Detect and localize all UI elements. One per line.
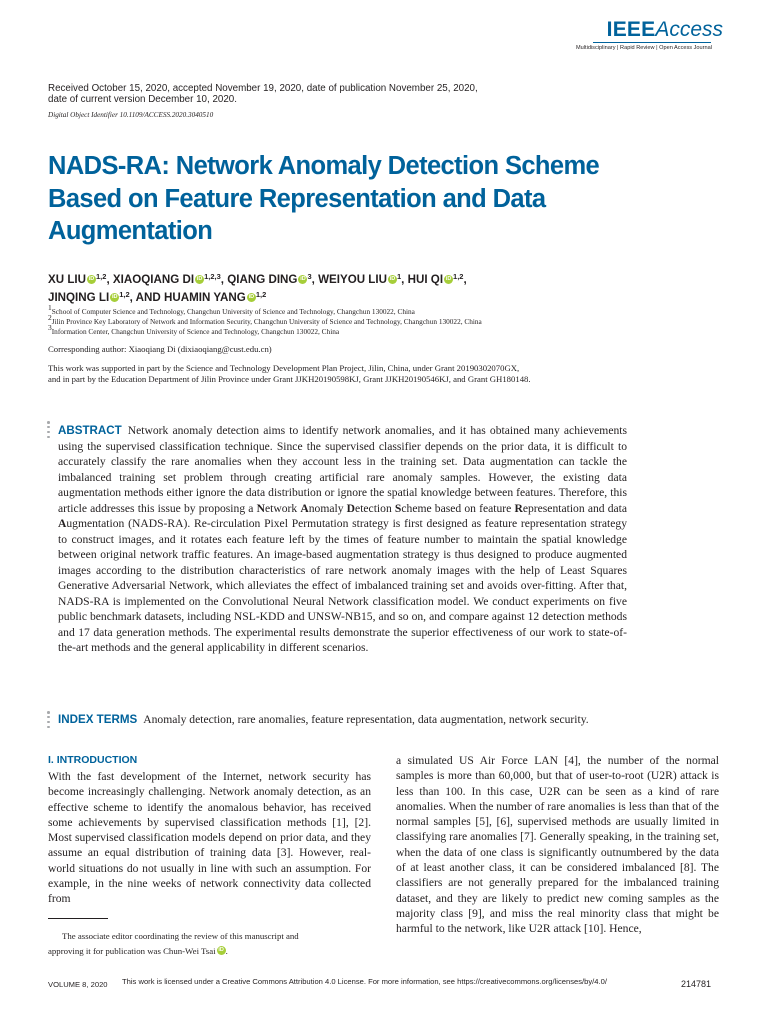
author-sep: ,: [220, 273, 228, 286]
received-line-2: date of current version December 10, 2020.: [48, 94, 237, 105]
section-heading: I. INTRODUCTION: [48, 754, 138, 766]
footer-page-number: 214781: [681, 979, 712, 989]
author-affil: 1,2: [119, 290, 130, 299]
abstract-text: cheme based on feature: [401, 501, 515, 515]
abstract-text: nomaly: [308, 501, 347, 515]
author-affil: 1,2,3: [204, 272, 221, 281]
footnote-text: approving it for publication was Chun-Wei Tsai: [48, 946, 216, 956]
acronym-letter: N: [256, 501, 265, 515]
authors-line-2: [48, 291, 266, 305]
orcid-icon[interactable]: iD: [88, 276, 95, 282]
affil-text: Jilin Province Key Laboratory of Network and Information Security, Changchun University of Science and Technology, Changchun 130022, China: [51, 317, 482, 326]
funding-line-1: This work was supported in part by the Science and Technology Development Plan Project, Jilin, China, under Grant 20190302070GX,: [48, 363, 520, 373]
abstract-text: etwork: [264, 501, 301, 515]
footnote-divider: [48, 918, 108, 919]
authors-line-1: [48, 273, 467, 287]
index-terms-label: INDEX TERMS: [58, 713, 138, 726]
index-terms-dots-icon: [47, 711, 51, 731]
acronym-letter: R: [514, 501, 523, 515]
logo-access: Access: [655, 18, 723, 41]
paper-title: [48, 150, 648, 248]
abstract-label: ABSTRACT: [58, 424, 122, 437]
acronym-letter: A: [300, 501, 309, 515]
abstract-text: Network anomaly detection aims to identify network anomalies, and it has obtained many achievements using the supervised classification technique. Since the supervised classifier depends on the prior data, it is difficult to accurately classify the rare anomalies when they account less in the training set. Data augmentation can tackle the imbalanced training set problem through creating artificial rare anomaly samples. However, the existing data augmentation methods either ignore the data distribution or ignore the spatial knowledge between features. Therefore, this article addresses this issue by proposing a: [58, 424, 627, 515]
author-name: HUAMIN YANG: [164, 291, 246, 304]
abstract-text: etection: [355, 501, 395, 515]
affiliation-1: [48, 303, 415, 317]
author-affil: 1,2: [453, 272, 464, 281]
author-name: XU LIU: [48, 273, 87, 286]
affil-num: 2: [48, 313, 52, 322]
affil-num: 3: [48, 323, 52, 332]
abstract-dots-icon: [47, 421, 51, 441]
footer-volume: VOLUME 8, 2020: [48, 980, 108, 989]
affiliation-3: [48, 323, 340, 337]
acronym-letter: S: [394, 501, 402, 515]
footnote-end: .: [225, 946, 228, 956]
orcid-icon[interactable]: iD: [111, 294, 118, 300]
title-line-1: NADS-RA: Network Anomaly Detection Scheme: [48, 152, 600, 180]
body-column-right: a simulated US Air Force LAN [4], the number of the normal samples is more than 60,000, but that of user-to-root (U2R) attack is less than 100. In this case, U2R can be seen as a kind of rare anomalies. When the number of rare anomalies is less than that of the normal samples [5], [6], supervised methods are usually limited in classifying rare anomalies [7]. Generally speaking, in the training set, when the data of one class is significantly outnumbered by the data of at least another class, it can be considered imbalanced [8]. The classifiers are not generally prepared for the imbalanced training dataset, and they are likely to predict new coming samples as the majority class [9], and miss the real minority class that might be harmful to the network, like U2R attack [10]. Hence,: [396, 754, 719, 936]
author-name: QIANG DING: [227, 273, 298, 286]
author-sep: , AND: [129, 291, 164, 304]
affiliation-2: [48, 313, 482, 327]
author-name: JINQING LI: [48, 291, 110, 304]
logo-divider: [593, 42, 711, 43]
author-affil: 3: [307, 272, 312, 281]
doi: Digital Object Identifier 10.1109/ACCESS.2020.3040510: [48, 111, 214, 119]
orcid-icon[interactable]: iD: [248, 294, 255, 300]
author-affil: 1: [396, 272, 402, 281]
orcid-icon[interactable]: iD: [389, 276, 396, 282]
received-line-1: Received October 15, 2020, accepted November 19, 2020, date of publication November 25, 2020,: [48, 83, 478, 94]
author-name: XIAOQIANG DI: [112, 273, 195, 286]
title-line-2: Based on Feature Representation and Data: [48, 184, 546, 213]
orcid-icon[interactable]: iD: [218, 947, 224, 953]
index-terms-text: Anomaly detection, rare anomalies, feature representation, data augmentation, network security.: [143, 713, 589, 726]
footnote-line-1: The associate editor coordinating the review of this manuscript and: [62, 931, 299, 941]
logo-ieee: IEEE: [606, 18, 656, 41]
author-affil: 1,2: [96, 272, 107, 281]
affil-num: 1: [48, 303, 52, 312]
author-affil: 1,2: [255, 290, 267, 299]
orcid-icon[interactable]: iD: [300, 276, 306, 282]
journal-logo: [593, 18, 723, 42]
author-sep: ,: [311, 273, 319, 286]
author-sep: ,: [401, 273, 408, 286]
orcid-icon[interactable]: iD: [445, 276, 452, 282]
index-terms: [58, 712, 627, 728]
affil-text: School of Computer Science and Technology, Changchun University of Science and Technology, Changchun 130022, China: [51, 307, 415, 316]
acronym-letter: A: [58, 517, 67, 530]
corresponding-author: Corresponding author: Xiaoqiang Di (dixiaoqiang@cust.edu.cn): [48, 344, 272, 354]
abstract: [58, 423, 627, 656]
author-sep: ,: [463, 273, 467, 286]
author-name: WEIYOU LIU: [318, 273, 387, 286]
affil-text: Information Center, Changchun University of Science and Technology, Changchun 130022, China: [51, 327, 340, 336]
funding-line-2: and in part by the Education Department of Jilin Province under Grant JJKH20190598KJ, Grant JJKH20190546KJ, and Grant GH180148.: [48, 374, 531, 384]
body-column-left: With the fast development of the Internet, network security has become increasingly challenging. Network anomaly detection, as an effective scheme to identify the anomalous behavior, has received some achievements by supervised classification methods [1], [2]. Most supervised classification models depend on prior data, and they assume an equal distribution of training data [3]. However, real-world situations do not usually in line with such an assumption. For example, in the nine weeks of network connectivity data collected from: [48, 770, 371, 906]
abstract-text: Re-circulation Pixel Permutation strategy is first designed as feature representation strategy to construct images, and it rotates each feature left by the times of feature number to maintain the spatial knowledge between original network traffic features. An image-based augmentation strategy is thus designed to produce augmented images according to the distribution characteristics of rare network anomaly images with the help of Least Squares Generative Adversarial Network, which alleviates the effect of imbalanced training set and avoids over-fitting. After that, NADS-RA is implemented on the Convolutional Neural Network classification model. We conduct experiments on five public benchmark datasets, including NSL-KDD and UNSW-NB15, and so on, and compare against 12 detection methods and 17 data generation methods. The experimental results demonstrate the superior effectiveness of our work to state-of-the-art methods and the general applicability in different scenarios.: [58, 517, 627, 654]
orcid-icon[interactable]: iD: [196, 276, 203, 282]
author-sep: ,: [106, 273, 113, 286]
title-line-3: Augmentation: [48, 217, 213, 245]
abstract-text: ugmentation (NADS-RA).: [66, 517, 195, 530]
footnote: [48, 929, 371, 959]
footnote-line-2: [48, 944, 371, 959]
author-name: HUI QI: [407, 273, 444, 286]
footer-license[interactable]: This work is licensed under a Creative Commons Attribution 4.0 License. For more information, see https://creativecommons.org/licenses/by/4.0/: [122, 977, 607, 986]
abstract-text: epresentation and data: [522, 501, 628, 515]
journal-tagline: Multidisciplinary | Rapid Review | Open Access Journal: [576, 45, 712, 51]
acronym-letter: D: [346, 501, 356, 515]
